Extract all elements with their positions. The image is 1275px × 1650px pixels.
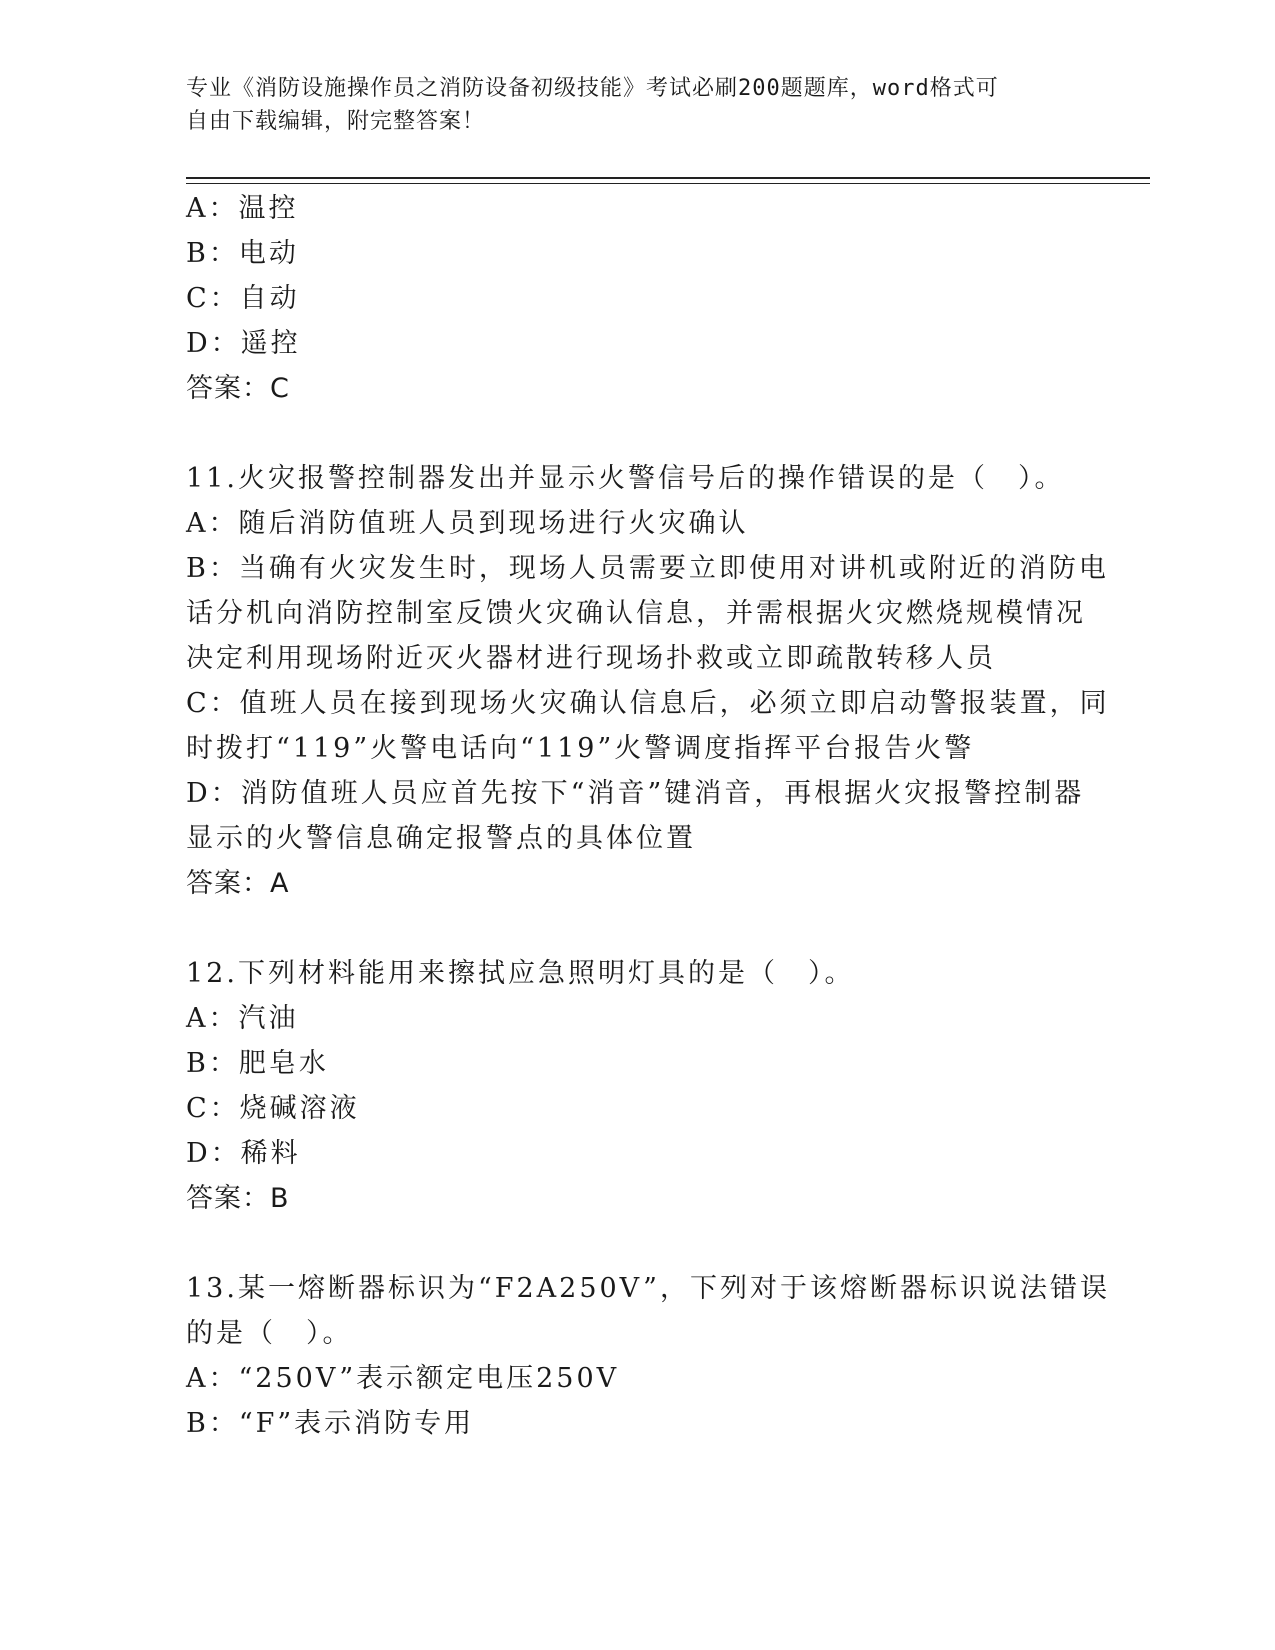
header-title-line-2: 自由下载编辑，附完整答案！ — [186, 109, 486, 134]
header-divider-thin — [186, 183, 1150, 184]
q13-stem-line-2: 的是（ ）。 — [186, 1318, 353, 1349]
q12-option-a: A：汽油 — [186, 1003, 299, 1034]
q11-option-c-line-2: 时拨打“119”火警电话向“119”火警调度指挥平台报告火警 — [186, 733, 975, 764]
q10-option-b: B：电动 — [186, 238, 299, 269]
q11-option-d-line-2: 显示的火警信息确定报警点的具体位置 — [186, 823, 696, 854]
q12-answer: 答案：B — [186, 1183, 290, 1214]
q10-option-d: D：遥控 — [186, 328, 301, 359]
q11-option-d-line-1: D：消防值班人员应首先按下“消音”键消音，再根据火灾报警控制器 — [186, 778, 1085, 809]
header-divider-thick — [186, 177, 1150, 179]
header-title-line-1: 专业《消防设施操作员之消防设备初级技能》考试必刷200题题库，word格式可 — [186, 76, 999, 101]
q11-option-b-line-1: B：当确有火灾发生时，现场人员需要立即使用对讲机或附近的消防电 — [186, 553, 1109, 584]
q11-option-a: A：随后消防值班人员到现场进行火灾确认 — [186, 508, 749, 539]
q13-option-b: B：“F”表示消防专用 — [186, 1408, 475, 1439]
q12-option-d: D：稀料 — [186, 1138, 301, 1169]
q11-option-b-line-3: 决定利用现场附近灭火器材进行现场扑救或立即疏散转移人员 — [186, 643, 996, 674]
q11-option-b-line-2: 话分机向消防控制室反馈火灾确认信息，并需根据火灾燃烧规模情况 — [186, 598, 1086, 629]
q12-stem: 12.下列材料能用来擦拭应急照明灯具的是（ ）。 — [186, 958, 855, 989]
q13-option-a: A：“250V”表示额定电压250V — [186, 1363, 620, 1394]
q10-option-a: A：温控 — [186, 193, 299, 224]
document-header — [186, 72, 1066, 138]
q12-option-c: C：烧碱溶液 — [186, 1093, 360, 1124]
q11-answer: 答案：A — [186, 868, 290, 899]
q12-option-b: B：肥皂水 — [186, 1048, 329, 1079]
q11-option-c-line-1: C：值班人员在接到现场火灾确认信息后，必须立即启动警报装置，同 — [186, 688, 1110, 719]
q11-stem: 11.火灾报警控制器发出并显示火警信号后的操作错误的是（ ）。 — [186, 463, 1065, 494]
q10-option-c: C：自动 — [186, 283, 300, 314]
q10-answer: 答案：C — [186, 373, 290, 404]
q13-stem-line-1: 13.某一熔断器标识为“F2A250V”，下列对于该熔断器标识说法错误 — [186, 1273, 1110, 1304]
